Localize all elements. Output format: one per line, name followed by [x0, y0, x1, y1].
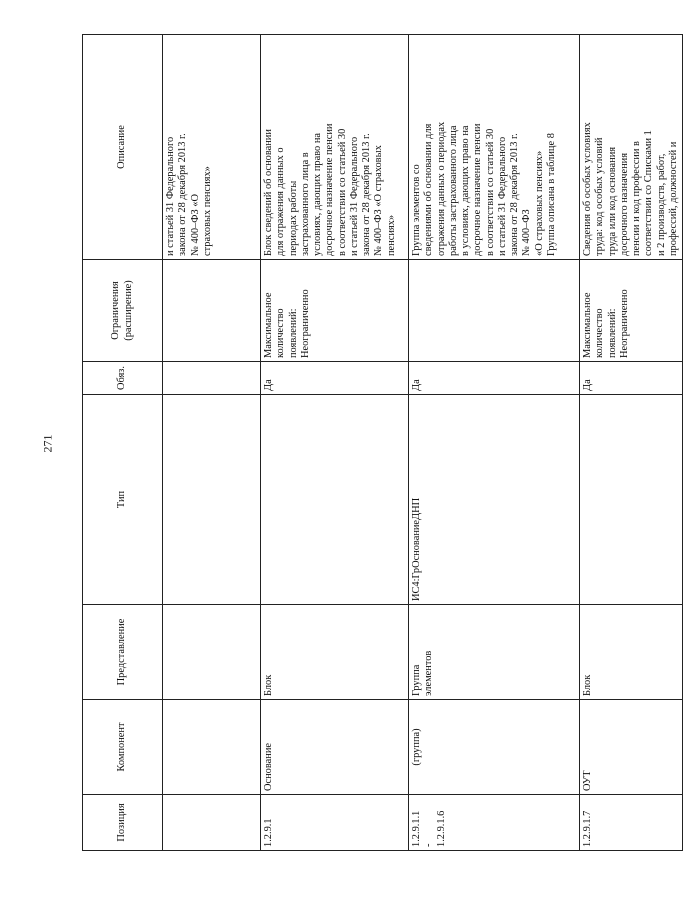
- rotated-table-container: [82, 35, 679, 851]
- specification-table: [82, 34, 683, 851]
- cell-required: [163, 362, 261, 395]
- cell-limits: [163, 260, 261, 362]
- cell-type: ИС4:ГрОснованиеДНП: [409, 395, 580, 605]
- cell-representation: [163, 605, 261, 700]
- cell-position: [163, 795, 261, 851]
- cell-description: и статьей 31 Федерального закона от 28 декабря 2013 г. № 400–ФЗ «О страховых пенсиях»: [163, 35, 261, 260]
- page-number: 271: [40, 434, 55, 453]
- cell-representation: Блок: [580, 605, 683, 700]
- header-component: Компонент: [83, 700, 163, 795]
- cell-position: 1.2.9.1.7: [580, 795, 683, 851]
- cell-type: [580, 395, 683, 605]
- cell-limits: Максимальное количество появлений: Неограниченно: [580, 260, 683, 362]
- table-row: [261, 35, 409, 851]
- cell-limits: [409, 260, 580, 362]
- header-limits: Ограничения (расширение): [83, 260, 163, 362]
- table-header-row: [83, 35, 163, 851]
- cell-representation: Блок: [261, 605, 409, 700]
- cell-description: Сведения об особых условиях труда: код особых условий труда или код основания досрочного назначения пенсии и код профессии в соответствии со Списками 1 и 2 производств, работ, профессий, должностей и: [580, 35, 683, 260]
- cell-component: (группа): [409, 700, 580, 795]
- cell-description: Группа элементов со сведениями об основании для отражения данных о периодах работы застрахованного лица в условиях, дающих право на досрочное назначение пенсии в соответствии со статьей 30 и статьей 31 Федерального закона от 28 декабря 2013 г. № 400–ФЗ «О страховых пенсиях» Группа описана в таблице 8: [409, 35, 580, 260]
- cell-description: Блок сведений об основании для отражения данных о периодах работы застрахованного лица в условиях, дающих право на досрочное назначение пенсии в соответствии со статьей 30 и статьей 31 Федерального закона от 28 декабря 2013 г. № 400–ФЗ «О страховых пенсиях»: [261, 35, 409, 260]
- cell-component: Основание: [261, 700, 409, 795]
- cell-component: [163, 700, 261, 795]
- table-row: [409, 35, 580, 851]
- cell-position: 1.2.9.1.1 - 1.2.9.1.6: [409, 795, 580, 851]
- header-type: Тип: [83, 395, 163, 605]
- cell-type: [163, 395, 261, 605]
- header-position: Позиция: [83, 795, 163, 851]
- cell-required: Да: [409, 362, 580, 395]
- header-required: Обяз.: [83, 362, 163, 395]
- cell-component: ОУТ: [580, 700, 683, 795]
- table-row: [163, 35, 261, 851]
- cell-position: 1.2.9.1: [261, 795, 409, 851]
- cell-representation: Группа элементов: [409, 605, 580, 700]
- cell-required: Да: [580, 362, 683, 395]
- cell-required: Да: [261, 362, 409, 395]
- cell-limits: Максимальное количество появлений: Неограниченно: [261, 260, 409, 362]
- header-representation: Представление: [83, 605, 163, 700]
- cell-type: [261, 395, 409, 605]
- header-description: Описание: [83, 35, 163, 260]
- table-row: [580, 35, 683, 851]
